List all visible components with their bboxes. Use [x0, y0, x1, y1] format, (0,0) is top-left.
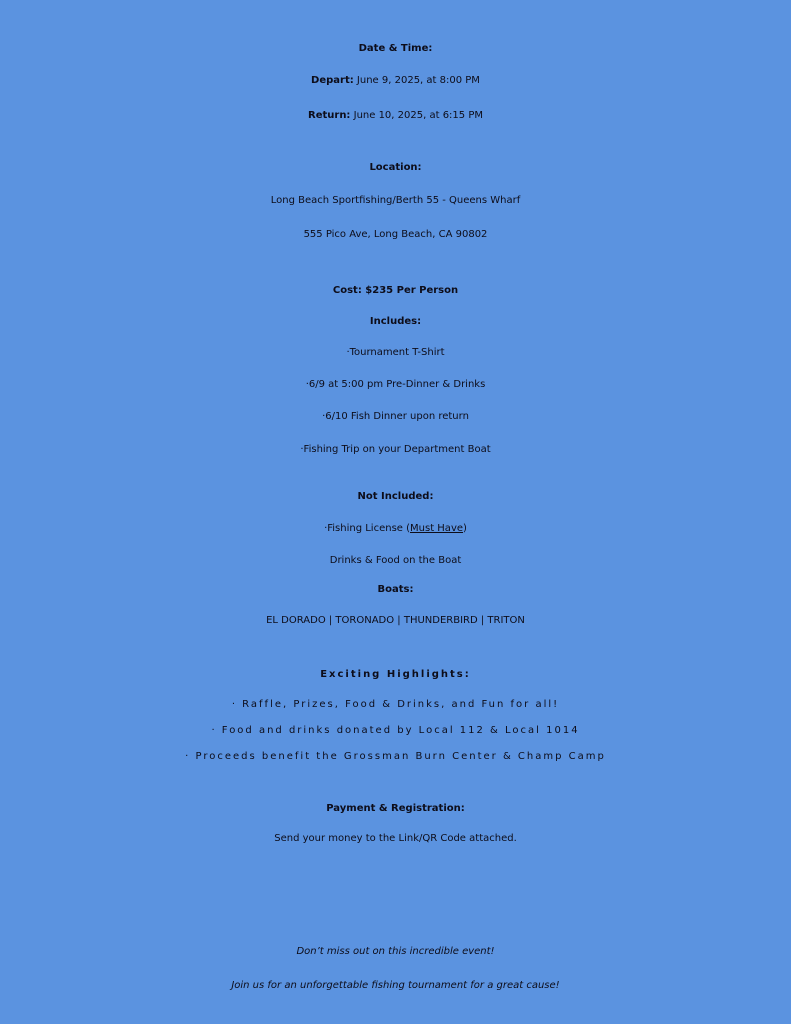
depart-value: June 9, 2025, at 8:00 PM: [353, 75, 480, 86]
depart-line: [0, 75, 791, 86]
payment-text: Send your money to the Link/QR Code attached.: [274, 833, 517, 844]
location-line-2: 555 Pico Ave, Long Beach, CA 90802: [303, 229, 488, 240]
highlight-item: · Food and drinks donated by Local 112 & Local 1014: [211, 725, 580, 736]
location-heading: Location:: [369, 162, 422, 173]
license-line: [0, 523, 791, 534]
depart-label: Depart:: [311, 75, 354, 86]
license-prefix: ·Fishing License (: [324, 523, 411, 534]
highlight-item: · Raffle, Prizes, Food & Drinks, and Fun for all!: [231, 699, 560, 710]
not-included-heading: Not Included:: [357, 491, 434, 502]
not-included-food: Drinks & Food on the Boat: [329, 555, 462, 566]
payment-heading: Payment & Registration:: [326, 803, 465, 814]
cost-heading: Cost: $235 Per Person: [332, 285, 459, 296]
datetime-heading: Date & Time:: [358, 43, 433, 54]
boats-heading: Boats:: [377, 584, 414, 595]
license-suffix: ): [463, 523, 467, 534]
includes-item: ·Tournament T-Shirt: [346, 347, 445, 358]
return-line: [0, 110, 791, 121]
includes-item: ·6/10 Fish Dinner upon return: [322, 411, 469, 422]
closing-line-2: Join us for an unforgettable fishing tournament for a great cause!: [231, 980, 560, 991]
return-value: June 10, 2025, at 6:15 PM: [350, 110, 483, 121]
includes-item: ·Fishing Trip on your Department Boat: [300, 444, 491, 455]
includes-item: ·6/9 at 5:00 pm Pre-Dinner & Drinks: [305, 379, 486, 390]
highlight-item: · Proceeds benefit the Grossman Burn Center & Champ Camp: [185, 751, 606, 762]
license-emphasis: Must Have: [410, 523, 464, 534]
boats-list: EL DORADO | TORONADO | THUNDERBIRD | TRITON: [266, 615, 525, 626]
closing-line-1: Don’t miss out on this incredible event!: [296, 946, 495, 957]
highlights-heading: Exciting Highlights:: [320, 669, 471, 680]
includes-heading: Includes:: [369, 316, 422, 327]
return-label: Return:: [308, 110, 351, 121]
location-line-1: Long Beach Sportfishing/Berth 55 - Queens Wharf: [270, 195, 521, 206]
